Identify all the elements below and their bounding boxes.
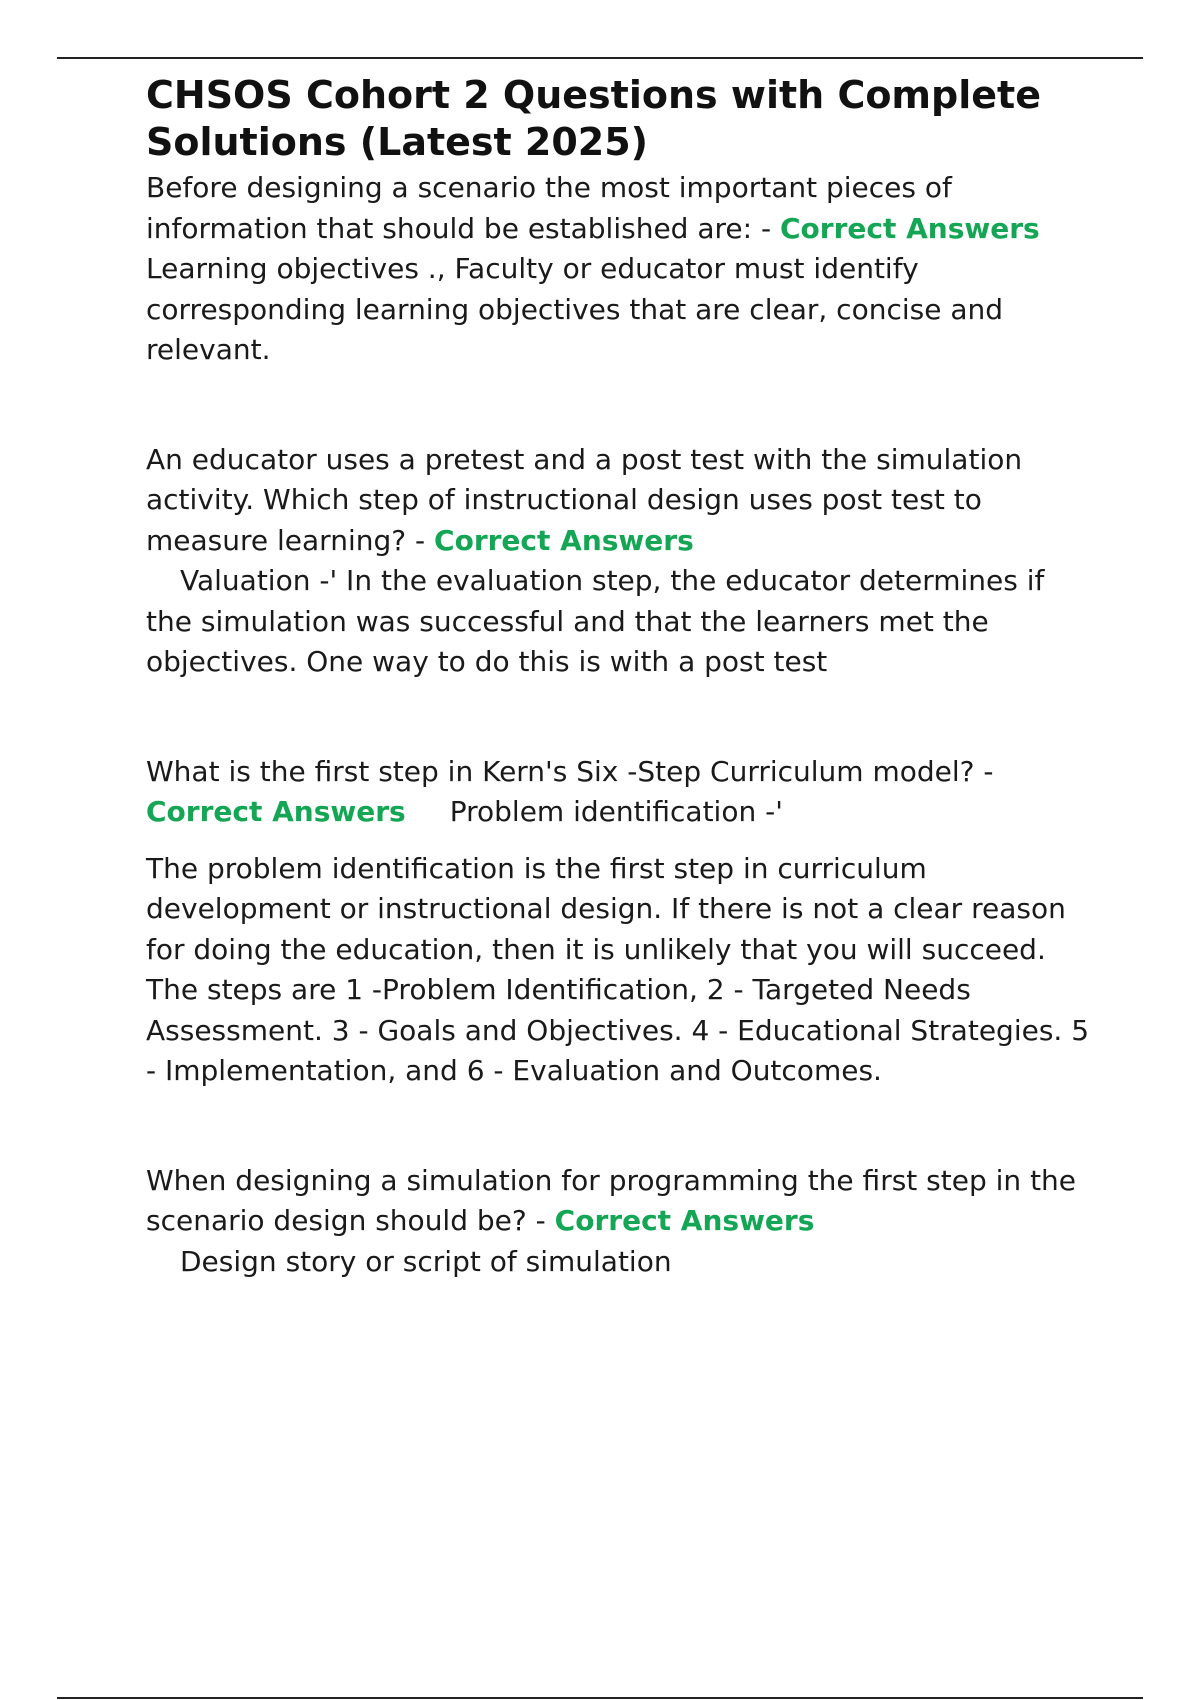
qa-item-1	[146, 168, 1091, 371]
document-title: CHSOS Cohort 2 Questions with Complete Solutions (Latest 2025)	[146, 73, 1041, 164]
qa-item-4	[146, 1161, 1091, 1283]
question-text: An educator uses a pretest and a post test with the simulation activity. Which step of instructional design uses post test to measure learning? -	[146, 442, 1023, 557]
answer-text: Valuation -' In the evaluation step, the educator determines if the simulation was successful and that the learners met the objectives. One way to do this is with a post test	[146, 564, 1045, 678]
qa-item-2	[146, 440, 1091, 683]
top-rule	[57, 57, 1143, 59]
answer-text: Design story or script of simulation	[180, 1244, 672, 1278]
qa-item-3-explanation: The problem identification is the first step in curriculum development or instructional design. If there is not a clear reason for doing the education, then it is unlikely that you will succeed. The steps are 1 -Problem Identification, 2 - Targeted Needs Assessment. 3 - Goals and Objectives. 4 - Educational Strategies. 5 - Implementation, and 6 - Evaluation and Outcomes.	[146, 851, 1090, 1087]
correct-answers-label: Correct Answers	[146, 795, 406, 828]
document-body	[146, 72, 1091, 1282]
correct-answers-label: Correct Answers	[434, 523, 694, 557]
qa-item-3	[146, 752, 1091, 833]
question-text: What is the first step in Kern's Six -Step Curriculum model? -	[146, 754, 994, 788]
correct-answers-label: Correct Answers	[554, 1204, 815, 1237]
bottom-rule	[57, 1697, 1143, 1699]
answer-text: Learning objectives ., Faculty or educator must identify corresponding learning objectives that are clear, concise and relevant.	[146, 252, 1004, 366]
answer-text: Problem identification -'	[449, 795, 783, 828]
correct-answers-label: Correct Answers	[779, 211, 1040, 245]
question-text: Before designing a scenario the most important pieces of information that should be established are: -	[146, 171, 952, 245]
question-text: When designing a simulation for programming the first step in the scenario design should be? -	[146, 1163, 1077, 1237]
